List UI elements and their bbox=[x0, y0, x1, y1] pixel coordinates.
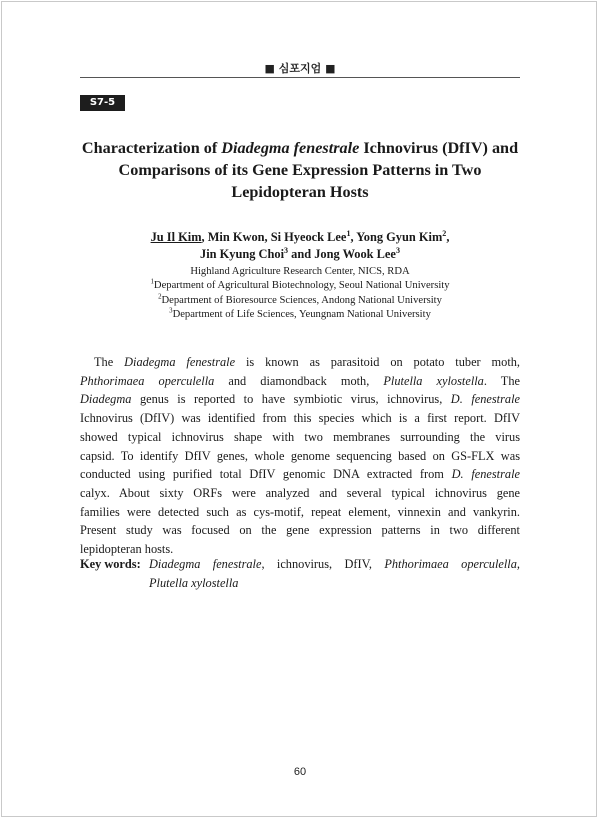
session-badge: S7-5 bbox=[80, 95, 125, 111]
affiliation-item bbox=[70, 279, 530, 293]
author-names: , Yong Gyun Kim bbox=[350, 230, 443, 244]
keywords-line bbox=[149, 555, 520, 574]
abstract-text: . The bbox=[483, 373, 520, 388]
title-species-name: Diadegma fenestrale bbox=[221, 139, 360, 157]
affiliation-item bbox=[70, 294, 530, 308]
abstract-text: is known as parasitoid on potato tuber moth, bbox=[235, 355, 521, 369]
abstract-line bbox=[80, 372, 520, 391]
affiliation-list bbox=[70, 265, 530, 322]
abstract-line: families were detected such as cys-motif, repeat element, vinnexin and vankyrin. bbox=[80, 504, 520, 519]
author-line-2 bbox=[70, 246, 530, 263]
species-name: Phthorimaea operculella bbox=[80, 373, 215, 388]
abstract-body bbox=[80, 353, 520, 559]
author-affiliation-mark: 3 bbox=[395, 245, 400, 255]
author-affiliation-mark: 2 bbox=[442, 228, 447, 238]
affiliation-mark: 1 bbox=[150, 278, 154, 286]
keyword-species: Diadegma fenestrale bbox=[149, 557, 262, 571]
abstract-text: genus is reported to have symbiotic virus, ichnovirus, bbox=[131, 392, 451, 407]
abstract-text: and diamondback moth, bbox=[214, 373, 384, 388]
keyword-text: , ichnovirus, DfIV, bbox=[261, 557, 385, 571]
genus-name: Diadegma bbox=[80, 392, 132, 407]
keyword-species: Phthorimaea operculella, bbox=[384, 557, 520, 571]
section-header: ■ 심포지엄 ■ bbox=[264, 62, 336, 75]
author-affiliation-mark: 1 bbox=[346, 228, 351, 238]
affiliation-item bbox=[70, 265, 530, 279]
author-names: and Jong Wook Lee bbox=[288, 247, 396, 261]
abstract-line: showed typical ichnovirus shape with two membranes surrounding the virus bbox=[80, 429, 520, 444]
affiliation-mark: 2 bbox=[158, 293, 162, 301]
species-name: D. fenestrale bbox=[450, 392, 520, 407]
header-divider bbox=[80, 77, 520, 78]
abstract-line bbox=[80, 465, 520, 484]
species-name: Plutella xylostella bbox=[383, 373, 484, 388]
author-line-1 bbox=[70, 229, 530, 246]
species-name: D. fenestrale bbox=[451, 467, 520, 482]
presenting-author: Ju Il Kim bbox=[150, 230, 202, 244]
affiliation-text: Department of Life Sciences, Yeungnam National University bbox=[172, 308, 431, 320]
title-text: Characterization of bbox=[81, 139, 222, 157]
title-text: Ichnovirus (DfIV) and bbox=[359, 139, 519, 157]
author-separator: , bbox=[446, 230, 450, 244]
author-names: Jin Kyung Choi bbox=[200, 247, 285, 261]
affiliation-text: Highland Agriculture Research Center, NICS, RDA bbox=[190, 266, 410, 277]
author-list bbox=[70, 229, 530, 263]
affiliation-item bbox=[70, 308, 530, 322]
abstract-line: Ichnovirus (DfIV) was identified from this species which is a first report. DfIV bbox=[80, 411, 520, 426]
affiliation-text: Department of Bioresource Sciences, Andong National University bbox=[161, 294, 442, 306]
author-names: , Min Kwon, Si Hyeock Lee bbox=[201, 230, 347, 244]
abstract-line: lepidopteran hosts. bbox=[80, 542, 174, 557]
title-line-2: Comparisons of its Gene Expression Patterns in Two bbox=[118, 161, 482, 179]
keyword-species: Plutella xylostella bbox=[149, 575, 239, 590]
keywords-label: Key words: bbox=[80, 557, 141, 571]
abstract-line: Present study was focused on the gene expression patterns in two different bbox=[80, 523, 520, 538]
abstract-text: The bbox=[94, 355, 125, 369]
keywords-line bbox=[149, 574, 520, 593]
abstract-line: calyx. About sixty ORFs were analyzed and several typical ichnovirus gene bbox=[80, 485, 520, 500]
abstract-line: capsid. To identify DfIV genes, whole genome sequencing based on GS-FLX was bbox=[80, 448, 520, 463]
affiliation-text: Department of Agricultural Biotechnology, Seoul National University bbox=[153, 280, 450, 292]
species-name: Diadegma fenestrale bbox=[124, 355, 236, 369]
affiliation-mark: 3 bbox=[169, 307, 173, 315]
author-affiliation-mark: 3 bbox=[284, 245, 289, 255]
title-line-1 bbox=[70, 137, 530, 159]
abstract-line bbox=[80, 390, 520, 409]
keywords-list bbox=[149, 555, 520, 592]
title-line-3: Lepidopteran Hosts bbox=[231, 183, 369, 201]
page-number: 60 bbox=[293, 766, 307, 778]
abstract-line bbox=[80, 353, 520, 372]
paper-title bbox=[70, 137, 530, 203]
abstract-text: conducted using purified total DfIV genomic DNA extracted from bbox=[80, 467, 452, 482]
